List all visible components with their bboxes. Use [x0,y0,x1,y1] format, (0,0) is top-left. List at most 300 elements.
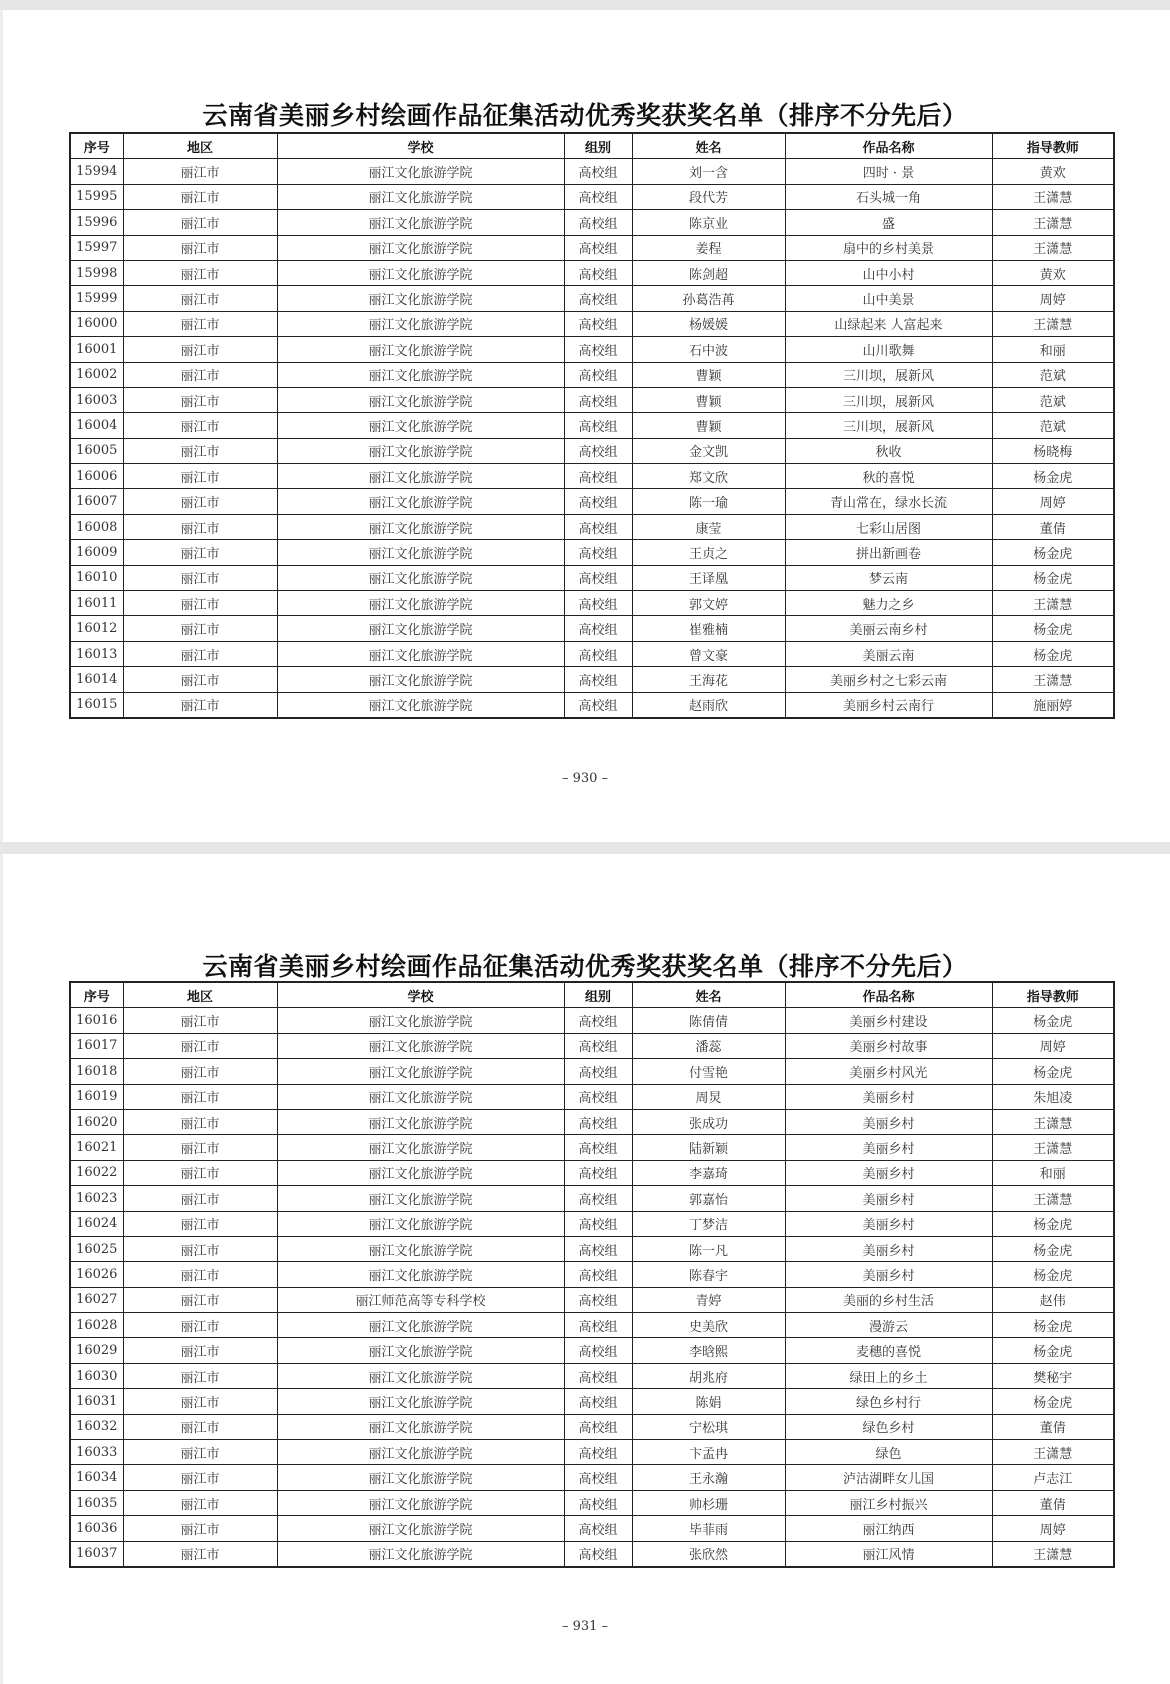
cell-name: 金文凯 [632,438,785,463]
cell-teacher: 范斌 [992,387,1114,412]
cell-name: 王贞之 [632,540,785,565]
cell-region: 丽江市 [123,514,277,539]
cell-name: 王永瀚 [632,1465,785,1490]
cell-work-title: 泸沽湖畔女儿国 [785,1465,992,1490]
cell-school: 丽江文化旅游学院 [277,1186,564,1211]
cell-group: 高校组 [564,641,632,666]
cell-work-title: 绿色 [785,1440,992,1465]
cell-group: 高校组 [564,692,632,718]
cell-teacher: 杨金虎 [992,464,1114,489]
cell-region: 丽江市 [123,1109,277,1134]
cell-region: 丽江市 [123,260,277,285]
cell-name: 姜程 [632,235,785,260]
cell-region: 丽江市 [123,362,277,387]
cell-group: 高校组 [564,1338,632,1363]
cell-group: 高校组 [564,1109,632,1134]
cell-index: 16026 [70,1262,123,1287]
cell-region: 丽江市 [123,210,277,235]
cell-teacher: 王潇慧 [992,591,1114,616]
cell-work-title: 山中小村 [785,260,992,285]
cell-name: 曾文豪 [632,641,785,666]
document-page-931 [0,854,1170,1684]
cell-group: 高校组 [564,362,632,387]
cell-group: 高校组 [564,591,632,616]
cell-name: 刘一含 [632,159,785,184]
cell-teacher: 黄欢 [992,260,1114,285]
cell-school: 丽江文化旅游学院 [277,184,564,209]
cell-teacher: 杨金虎 [992,616,1114,641]
cell-index: 16014 [70,667,123,692]
cell-index: 16007 [70,489,123,514]
cell-name: 孙葛浩苒 [632,286,785,311]
cell-index: 16027 [70,1287,123,1312]
cell-name: 杨媛媛 [632,311,785,336]
table-row [70,1262,1114,1287]
cell-region: 丽江市 [123,565,277,590]
page-title: 云南省美丽乡村绘画作品征集活动优秀奖获奖名单（排序不分先后） [202,952,968,981]
cell-index: 16012 [70,616,123,641]
cell-name: 崔雅楠 [632,616,785,641]
table-row [70,1313,1114,1338]
cell-group: 高校组 [564,159,632,184]
cell-work-title: 七彩山居图 [785,514,992,539]
table-row [70,1236,1114,1261]
cell-school: 丽江师范高等专科学校 [277,1287,564,1312]
cell-school: 丽江文化旅游学院 [277,1490,564,1515]
cell-teacher: 杨金虎 [992,641,1114,666]
cell-teacher: 周婷 [992,286,1114,311]
cell-work-title: 美丽乡村 [785,1084,992,1109]
cell-region: 丽江市 [123,235,277,260]
cell-index: 15994 [70,159,123,184]
cell-name: 王海花 [632,667,785,692]
cell-group: 高校组 [564,260,632,285]
cell-index: 15999 [70,286,123,311]
cell-index: 16006 [70,464,123,489]
table-row [70,387,1114,412]
table-row [70,1287,1114,1312]
cell-name: 段代芳 [632,184,785,209]
cell-name: 康莹 [632,514,785,539]
cell-teacher: 王潇慧 [992,210,1114,235]
table-row [70,235,1114,260]
cell-teacher: 卢志江 [992,1465,1114,1490]
document-page-930 [0,10,1170,842]
cell-school: 丽江文化旅游学院 [277,1465,564,1490]
cell-name: 陈一凡 [632,1236,785,1261]
cell-name: 赵雨欣 [632,692,785,718]
cell-teacher: 杨金虎 [992,540,1114,565]
table-row [70,1160,1114,1185]
cell-group: 高校组 [564,616,632,641]
cell-group: 高校组 [564,1363,632,1388]
cell-work-title: 美丽乡村 [785,1186,992,1211]
cell-name: 宁松琪 [632,1414,785,1439]
cell-index: 16035 [70,1490,123,1515]
cell-group: 高校组 [564,1160,632,1185]
cell-name: 曹颖 [632,387,785,412]
cell-group: 高校组 [564,1440,632,1465]
header-col-region: 地区 [123,133,277,159]
cell-region: 丽江市 [123,1186,277,1211]
cell-teacher: 王潇慧 [992,1109,1114,1134]
award-table [69,981,1115,1568]
cell-group: 高校组 [564,311,632,336]
cell-group: 高校组 [564,1490,632,1515]
cell-name: 石中波 [632,337,785,362]
cell-region: 丽江市 [123,1541,277,1567]
cell-work-title: 麦穗的喜悦 [785,1338,992,1363]
cell-school: 丽江文化旅游学院 [277,1059,564,1084]
table-row [70,1033,1114,1058]
cell-work-title: 盛 [785,210,992,235]
cell-index: 16021 [70,1135,123,1160]
cell-index: 16017 [70,1033,123,1058]
cell-region: 丽江市 [123,1313,277,1338]
cell-work-title: 丽江风情 [785,1541,992,1567]
table-row [70,1490,1114,1515]
table-row [70,1135,1114,1160]
cell-school: 丽江文化旅游学院 [277,692,564,718]
header-col-name: 姓名 [632,982,785,1008]
table-row [70,438,1114,463]
cell-teacher: 杨金虎 [992,1008,1114,1033]
cell-work-title: 丽江乡村振兴 [785,1490,992,1515]
table-row [70,1059,1114,1084]
cell-index: 16032 [70,1414,123,1439]
cell-teacher: 王潇慧 [992,235,1114,260]
cell-teacher: 和丽 [992,1160,1114,1185]
cell-work-title: 三川坝，展新风 [785,413,992,438]
table-row [70,1516,1114,1541]
table-row [70,1186,1114,1211]
cell-index: 15998 [70,260,123,285]
cell-index: 16002 [70,362,123,387]
cell-group: 高校组 [564,1516,632,1541]
cell-group: 高校组 [564,337,632,362]
cell-name: 陈一瑜 [632,489,785,514]
table-row [70,286,1114,311]
cell-group: 高校组 [564,565,632,590]
cell-work-title: 石头城一角 [785,184,992,209]
cell-index: 16025 [70,1236,123,1261]
cell-index: 15997 [70,235,123,260]
page-title: 云南省美丽乡村绘画作品征集活动优秀奖获奖名单（排序不分先后） [202,101,968,130]
page-edge [0,10,3,842]
cell-work-title: 美丽乡村云南行 [785,692,992,718]
cell-group: 高校组 [564,667,632,692]
cell-index: 16004 [70,413,123,438]
cell-region: 丽江市 [123,1160,277,1185]
cell-index: 16000 [70,311,123,336]
cell-index: 16037 [70,1541,123,1567]
cell-region: 丽江市 [123,616,277,641]
cell-group: 高校组 [564,514,632,539]
table-header-row [70,133,1114,159]
cell-name: 王译凰 [632,565,785,590]
cell-work-title: 美丽云南乡村 [785,616,992,641]
header-col-school: 学校 [277,133,564,159]
cell-index: 16020 [70,1109,123,1134]
table-row [70,413,1114,438]
cell-name: 周炅 [632,1084,785,1109]
header-col-teacher: 指导教师 [992,982,1114,1008]
cell-teacher: 董倩 [992,514,1114,539]
cell-work-title: 拼出新画卷 [785,540,992,565]
cell-teacher: 朱旭凌 [992,1084,1114,1109]
cell-work-title: 青山常在，绿水长流 [785,489,992,514]
cell-school: 丽江文化旅游学院 [277,362,564,387]
cell-index: 16034 [70,1465,123,1490]
cell-work-title: 山绿起来 人富起来 [785,311,992,336]
cell-region: 丽江市 [123,489,277,514]
cell-teacher: 杨金虎 [992,1211,1114,1236]
cell-index: 16011 [70,591,123,616]
header-col-group: 组别 [564,133,632,159]
table-row [70,184,1114,209]
cell-index: 15996 [70,210,123,235]
cell-group: 高校组 [564,1541,632,1567]
table-row [70,311,1114,336]
cell-index: 16028 [70,1313,123,1338]
table-row [70,362,1114,387]
cell-group: 高校组 [564,286,632,311]
header-col-name: 姓名 [632,133,785,159]
cell-teacher: 董倩 [992,1490,1114,1515]
cell-school: 丽江文化旅游学院 [277,1109,564,1134]
table-row [70,159,1114,184]
cell-teacher: 范斌 [992,413,1114,438]
cell-index: 16008 [70,514,123,539]
cell-school: 丽江文化旅游学院 [277,337,564,362]
cell-work-title: 美丽乡村之七彩云南 [785,667,992,692]
cell-region: 丽江市 [123,667,277,692]
table-row [70,540,1114,565]
cell-group: 高校组 [564,1313,632,1338]
table-row [70,1338,1114,1363]
cell-work-title: 美丽乡村故事 [785,1033,992,1058]
cell-group: 高校组 [564,1084,632,1109]
cell-school: 丽江文化旅游学院 [277,1211,564,1236]
cell-work-title: 秋收 [785,438,992,463]
cell-region: 丽江市 [123,311,277,336]
cell-name: 李晗熙 [632,1338,785,1363]
cell-group: 高校组 [564,1211,632,1236]
cell-work-title: 丽江纳西 [785,1516,992,1541]
cell-region: 丽江市 [123,387,277,412]
cell-school: 丽江文化旅游学院 [277,159,564,184]
cell-region: 丽江市 [123,591,277,616]
table-row [70,1211,1114,1236]
cell-group: 高校组 [564,1186,632,1211]
cell-index: 16031 [70,1389,123,1414]
cell-region: 丽江市 [123,1211,277,1236]
table-row [70,616,1114,641]
cell-teacher: 杨金虎 [992,1262,1114,1287]
cell-school: 丽江文化旅游学院 [277,210,564,235]
cell-school: 丽江文化旅游学院 [277,1541,564,1567]
cell-name: 郭嘉怡 [632,1186,785,1211]
table-row [70,641,1114,666]
cell-index: 16016 [70,1008,123,1033]
cell-school: 丽江文化旅游学院 [277,286,564,311]
cell-teacher: 周婷 [992,1033,1114,1058]
cell-teacher: 杨金虎 [992,1059,1114,1084]
cell-region: 丽江市 [123,1084,277,1109]
cell-group: 高校组 [564,489,632,514]
cell-name: 曹颖 [632,362,785,387]
cell-school: 丽江文化旅游学院 [277,1262,564,1287]
header-col-index: 序号 [70,133,123,159]
cell-name: 曹颖 [632,413,785,438]
cell-school: 丽江文化旅游学院 [277,464,564,489]
cell-region: 丽江市 [123,641,277,666]
cell-group: 高校组 [564,184,632,209]
cell-region: 丽江市 [123,1440,277,1465]
table-row [70,210,1114,235]
cell-work-title: 三川坝，展新风 [785,362,992,387]
cell-work-title: 美丽乡村建设 [785,1008,992,1033]
cell-name: 郑文欣 [632,464,785,489]
header-col-work-title: 作品名称 [785,133,992,159]
cell-name: 帅杉珊 [632,1490,785,1515]
cell-region: 丽江市 [123,1262,277,1287]
cell-name: 史美欣 [632,1313,785,1338]
cell-school: 丽江文化旅游学院 [277,641,564,666]
cell-region: 丽江市 [123,1414,277,1439]
cell-name: 陈春宇 [632,1262,785,1287]
cell-school: 丽江文化旅游学院 [277,413,564,438]
table-row [70,591,1114,616]
cell-school: 丽江文化旅游学院 [277,1363,564,1388]
header-col-region: 地区 [123,982,277,1008]
cell-school: 丽江文化旅游学院 [277,260,564,285]
table-row [70,692,1114,718]
cell-teacher: 施丽婷 [992,692,1114,718]
header-col-group: 组别 [564,982,632,1008]
cell-school: 丽江文化旅游学院 [277,591,564,616]
table-row [70,1109,1114,1134]
cell-teacher: 董倩 [992,1414,1114,1439]
cell-region: 丽江市 [123,464,277,489]
cell-work-title: 美丽云南 [785,641,992,666]
cell-region: 丽江市 [123,1287,277,1312]
cell-teacher: 王潇慧 [992,184,1114,209]
table-row [70,260,1114,285]
table-row [70,1008,1114,1033]
cell-index: 16018 [70,1059,123,1084]
award-table [69,132,1115,719]
cell-school: 丽江文化旅游学院 [277,489,564,514]
cell-teacher: 黄欢 [992,159,1114,184]
cell-teacher: 杨金虎 [992,1338,1114,1363]
table-row [70,667,1114,692]
cell-work-title: 扇中的乡村美景 [785,235,992,260]
table-row [70,1541,1114,1567]
cell-name: 陈娟 [632,1389,785,1414]
cell-school: 丽江文化旅游学院 [277,1440,564,1465]
cell-school: 丽江文化旅游学院 [277,387,564,412]
cell-school: 丽江文化旅游学院 [277,1135,564,1160]
cell-work-title: 魅力之乡 [785,591,992,616]
cell-region: 丽江市 [123,1338,277,1363]
table-row [70,489,1114,514]
cell-region: 丽江市 [123,1389,277,1414]
cell-name: 陈京业 [632,210,785,235]
cell-index: 16010 [70,565,123,590]
cell-work-title: 美丽乡村 [785,1211,992,1236]
cell-teacher: 杨晓梅 [992,438,1114,463]
cell-group: 高校组 [564,1414,632,1439]
cell-school: 丽江文化旅游学院 [277,616,564,641]
cell-index: 16036 [70,1516,123,1541]
cell-school: 丽江文化旅游学院 [277,1389,564,1414]
header-col-index: 序号 [70,982,123,1008]
cell-name: 青婷 [632,1287,785,1312]
cell-region: 丽江市 [123,692,277,718]
cell-teacher: 杨金虎 [992,1313,1114,1338]
cell-index: 16030 [70,1363,123,1388]
cell-work-title: 秋的喜悦 [785,464,992,489]
header-col-school: 学校 [277,982,564,1008]
cell-work-title: 漫游云 [785,1313,992,1338]
cell-region: 丽江市 [123,159,277,184]
cell-name: 丁梦洁 [632,1211,785,1236]
cell-school: 丽江文化旅游学院 [277,1338,564,1363]
table-row [70,1389,1114,1414]
table-row [70,464,1114,489]
cell-group: 高校组 [564,464,632,489]
cell-region: 丽江市 [123,337,277,362]
cell-region: 丽江市 [123,438,277,463]
cell-school: 丽江文化旅游学院 [277,1313,564,1338]
cell-school: 丽江文化旅游学院 [277,1414,564,1439]
cell-name: 李嘉琦 [632,1160,785,1185]
cell-index: 16029 [70,1338,123,1363]
cell-work-title: 美丽乡村 [785,1236,992,1261]
cell-work-title: 三川坝，展新风 [785,387,992,412]
cell-index: 16019 [70,1084,123,1109]
cell-name: 张欣然 [632,1541,785,1567]
cell-index: 16001 [70,337,123,362]
cell-work-title: 美丽乡村风光 [785,1059,992,1084]
cell-work-title: 绿色乡村 [785,1414,992,1439]
cell-region: 丽江市 [123,1059,277,1084]
cell-school: 丽江文化旅游学院 [277,540,564,565]
cell-index: 16024 [70,1211,123,1236]
cell-region: 丽江市 [123,540,277,565]
header-col-work-title: 作品名称 [785,982,992,1008]
cell-region: 丽江市 [123,1363,277,1388]
cell-school: 丽江文化旅游学院 [277,514,564,539]
cell-name: 陈倩倩 [632,1008,785,1033]
cell-index: 16013 [70,641,123,666]
cell-teacher: 王潇慧 [992,1541,1114,1567]
cell-name: 陈剑超 [632,260,785,285]
cell-group: 高校组 [564,1287,632,1312]
table-row [70,1414,1114,1439]
cell-name: 卞孟冉 [632,1440,785,1465]
cell-school: 丽江文化旅游学院 [277,1516,564,1541]
cell-region: 丽江市 [123,1008,277,1033]
cell-school: 丽江文化旅游学院 [277,1033,564,1058]
cell-group: 高校组 [564,1059,632,1084]
cell-index: 16005 [70,438,123,463]
cell-region: 丽江市 [123,184,277,209]
cell-teacher: 杨金虎 [992,1236,1114,1261]
cell-work-title: 梦云南 [785,565,992,590]
cell-group: 高校组 [564,210,632,235]
